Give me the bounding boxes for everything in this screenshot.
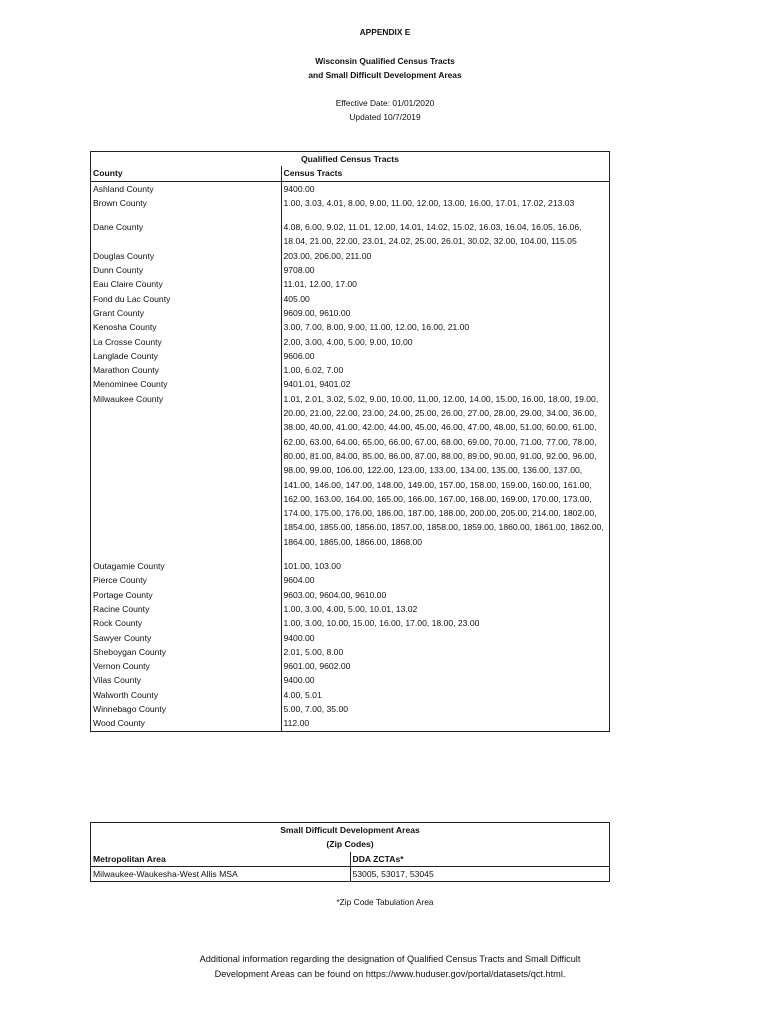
county-cell: Outagamie County bbox=[91, 559, 282, 573]
county-cell: Pierce County bbox=[91, 573, 282, 587]
county-header: County bbox=[91, 166, 282, 181]
county-cell: Dane County bbox=[91, 220, 282, 249]
census-tracts-cell: 203.00, 206.00, 211.00 bbox=[281, 249, 610, 263]
census-tracts-cell: 3.00, 7.00, 8.00, 9.00, 11.00, 12.00, 16.00, 21.00 bbox=[281, 320, 610, 334]
sdda-header-row bbox=[91, 852, 610, 867]
county-cell: Menominee County bbox=[91, 377, 282, 391]
qct-title-row bbox=[91, 152, 610, 167]
census-tracts-cell: 9606.00 bbox=[281, 349, 610, 363]
census-tracts-cell: 9609.00, 9610.00 bbox=[281, 306, 610, 320]
table-row bbox=[91, 249, 610, 263]
county-cell: Vernon County bbox=[91, 659, 282, 673]
county-cell: Sheboygan County bbox=[91, 645, 282, 659]
doc-title-line1: Wisconsin Qualified Census Tracts bbox=[315, 56, 455, 66]
census-tracts-cell: 9708.00 bbox=[281, 263, 610, 277]
zcta-cell: 53005, 53017, 53045 bbox=[350, 866, 610, 881]
table-row bbox=[91, 320, 610, 334]
census-tracts-cell: 4.00, 5.01 bbox=[281, 688, 610, 702]
census-tracts-cell: 9603.00, 9604.00, 9610.00 bbox=[281, 588, 610, 602]
table-row bbox=[91, 573, 610, 587]
county-cell: Grant County bbox=[91, 306, 282, 320]
census-tracts-cell: 1.00, 3.00, 10.00, 15.00, 16.00, 17.00, 18.00, 23.00 bbox=[281, 616, 610, 630]
census-tracts-cell: 1.00, 3.00, 4.00, 5.00, 10.01, 13.02 bbox=[281, 602, 610, 616]
updated-date: Updated 10/7/2019 bbox=[349, 112, 421, 122]
zcta-footnote: *Zip Code Tabulation Area bbox=[336, 897, 434, 907]
metro-area-header: Metropolitan Area bbox=[91, 852, 351, 867]
dda-zctas-header: DDA ZCTAs* bbox=[350, 852, 610, 867]
county-cell: Langlade County bbox=[91, 349, 282, 363]
county-cell: Kenosha County bbox=[91, 320, 282, 334]
census-tracts-cell: 9604.00 bbox=[281, 573, 610, 587]
county-cell: Racine County bbox=[91, 602, 282, 616]
sdda-table bbox=[90, 822, 610, 882]
census-tracts-cell: 2.01, 5.00, 8.00 bbox=[281, 645, 610, 659]
table-row bbox=[91, 263, 610, 277]
county-cell: Douglas County bbox=[91, 249, 282, 263]
census-tracts-cell: 101.00, 103.00 bbox=[281, 559, 610, 573]
footer-line1: Additional information regarding the designation of Qualified Census Tracts and Small Difficult bbox=[199, 954, 581, 964]
census-tracts-cell: 9601.00, 9602.00 bbox=[281, 659, 610, 673]
table-row bbox=[91, 866, 610, 881]
table-row bbox=[91, 292, 610, 306]
county-cell: Rock County bbox=[91, 616, 282, 630]
table-row bbox=[91, 181, 610, 196]
spacer-row bbox=[91, 549, 610, 559]
census-tracts-cell: 11.01, 12.00, 17.00 bbox=[281, 277, 610, 291]
table-row bbox=[91, 377, 610, 391]
county-cell: Milwaukee County bbox=[91, 392, 282, 549]
census-tracts-cell: 9401.01, 9401.02 bbox=[281, 377, 610, 391]
qct-table bbox=[90, 151, 610, 732]
table-row bbox=[91, 196, 610, 210]
county-cell: Eau Claire County bbox=[91, 277, 282, 291]
county-cell: Wood County bbox=[91, 716, 282, 731]
table-row bbox=[91, 349, 610, 363]
table-row bbox=[91, 631, 610, 645]
census-tracts-cell: 4.08, 6.00, 9.02, 11.01, 12.00, 14.01, 14.02, 15.02, 16.03, 16.04, 16.05, 16.06, 18.04, 21.00, 22.00, 23.01, 24.02, 25.00, 26.01, 30.02, 32.00, 104.00, 115.05 bbox=[281, 220, 610, 249]
census-tracts-cell: 1.00, 6.02, 7.00 bbox=[281, 363, 610, 377]
qct-table-title: Qualified Census Tracts bbox=[281, 152, 610, 167]
census-tracts-cell: 112.00 bbox=[281, 716, 610, 731]
county-cell: Winnebago County bbox=[91, 702, 282, 716]
census-tracts-cell: 5.00, 7.00, 35.00 bbox=[281, 702, 610, 716]
sdda-title-line1: Small Difficult Development Areas bbox=[280, 825, 420, 835]
county-cell: Sawyer County bbox=[91, 631, 282, 645]
table-row bbox=[91, 588, 610, 602]
census-tracts-cell: 1.01, 2.01, 3.02, 5.02, 9.00, 10.00, 11.00, 12.00, 14.00, 15.00, 16.00, 18.00, 19.00, 20.00, 21.00, 22.00, 23.00, 24.00, 25.00, 26.00, 27.00, 28.00, 29.00, 34.00, 36.00, 38.00, 40.00, 41.00, 42.00, 44.00, 45.00, 46.00, 47.00, 48.00, 51.00, 60.00, 61.00, 62.00, 63.00, 64.00, 65.00, 66.00, 67.00, 68.00, 69.00, 70.00, 71.00, 77.00, 78.00, 80.00, 81.00, 84.00, 85.00, 86.00, 87.00, 88.00, 89.00, 90.00, 91.00, 92.00, 96.00, 98.00, 99.00, 106.00, 122.00, 123.00, 133.00, 134.00, 135.00, 136.00, 137.00, 141.00, 146.00, 147.00, 148.00, 149.00, 157.00, 158.00, 159.00, 160.00, 161.00, 162.00, 163.00, 164.00, 165.00, 166.00, 167.00, 168.00, 169.00, 170.00, 173.00, 174.00, 175.00, 176.00, 186.00, 187.00, 188.00, 200.00, 205.00, 214.00, 1802.00, 1854.00, 1855.00, 1856.00, 1857.00, 1858.00, 1859.00, 1860.00, 1861.00, 1862.00, 1864.00, 1865.00, 1866.00, 1868.00 bbox=[281, 392, 610, 549]
sdda-title-line2: (Zip Codes) bbox=[326, 839, 374, 850]
table-row bbox=[91, 716, 610, 731]
county-cell: Dunn County bbox=[91, 263, 282, 277]
table-row bbox=[91, 392, 610, 549]
table-row bbox=[91, 702, 610, 716]
effective-date: Effective Date: 01/01/2020 bbox=[335, 98, 435, 108]
table-row bbox=[91, 616, 610, 630]
county-cell: Ashland County bbox=[91, 181, 282, 196]
table-row bbox=[91, 306, 610, 320]
census-tracts-cell: 2.00, 3.00, 4.00, 5.00, 9.00, 10.00 bbox=[281, 335, 610, 349]
table-row bbox=[91, 673, 610, 687]
table-row bbox=[91, 559, 610, 573]
sdda-title-row bbox=[91, 823, 610, 852]
county-cell: Brown County bbox=[91, 196, 282, 210]
spacer-row bbox=[91, 210, 610, 220]
table-row bbox=[91, 688, 610, 702]
sdda-table-title bbox=[91, 823, 610, 852]
county-cell: Walworth County bbox=[91, 688, 282, 702]
census-tracts-cell: 9400.00 bbox=[281, 181, 610, 196]
table-row bbox=[91, 602, 610, 616]
table-row bbox=[91, 277, 610, 291]
county-cell: La Crosse County bbox=[91, 335, 282, 349]
doc-title-line2: and Small Difficult Development Areas bbox=[308, 70, 462, 80]
census-tracts-cell: 9400.00 bbox=[281, 631, 610, 645]
footer-line2: Development Areas can be found on https://www.huduser.gov/portal/datasets/qct.html. bbox=[214, 969, 566, 979]
table-row bbox=[91, 363, 610, 377]
table-row bbox=[91, 220, 610, 249]
table-row bbox=[91, 645, 610, 659]
metro-area-cell: Milwaukee-Waukesha-West Allis MSA bbox=[91, 866, 351, 881]
census-tracts-cell: 405.00 bbox=[281, 292, 610, 306]
county-cell: Vilas County bbox=[91, 673, 282, 687]
appendix-label: APPENDIX E bbox=[359, 27, 411, 37]
census-tracts-cell: 1.00, 3.03, 4.01, 8.00, 9.00, 11.00, 12.00, 13.00, 16.00, 17.01, 17.02, 213.03 bbox=[281, 196, 610, 210]
footer-note bbox=[140, 952, 640, 982]
county-cell: Portage County bbox=[91, 588, 282, 602]
census-tracts-cell: 9400.00 bbox=[281, 673, 610, 687]
table-row bbox=[91, 335, 610, 349]
table-row bbox=[91, 659, 610, 673]
qct-header-row bbox=[91, 166, 610, 181]
census-tracts-header: Census Tracts bbox=[281, 166, 610, 181]
county-cell: Marathon County bbox=[91, 363, 282, 377]
county-cell: Fond du Lac County bbox=[91, 292, 282, 306]
